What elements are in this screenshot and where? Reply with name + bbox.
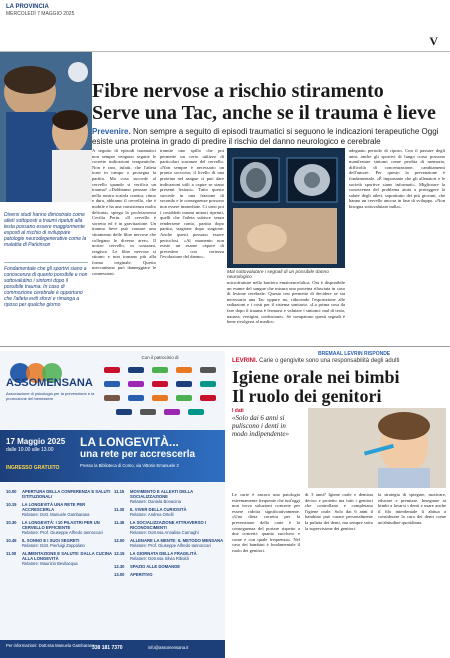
program-time: 13.00 xyxy=(114,572,125,577)
program-title: APERTURA DELLA CONFERENZA E SALUTI ISTITUZIONALI xyxy=(22,489,111,499)
program-time: 11.00 xyxy=(6,551,17,556)
sponsor-logo-icon xyxy=(128,395,144,401)
program-time: 10.00 xyxy=(6,489,17,494)
program-item xyxy=(6,520,116,535)
program-speaker: Relatore: Dott. Manuele Gambarana xyxy=(22,512,90,517)
sponsor-logo-icon xyxy=(128,381,144,387)
article2-box-label: I dati xyxy=(232,408,244,414)
article2-title-line2: Il ruolo dei genitori xyxy=(232,386,382,406)
sponsor-logos xyxy=(100,363,220,427)
program-left-column xyxy=(6,489,116,569)
article2-column-2: di 3 anni? Igiene orale e dentista deciso e protetto ma tutti i genitori che controllano e completano l'igiene orale. Solo dai 6 anni il bambino può curare personalmente la pulizia dei denti, ma sempre sotto la supervisione dei genitori. xyxy=(305,492,373,531)
assomensana-advertisement xyxy=(0,351,225,658)
program-item xyxy=(6,551,116,566)
ad-patronage-label: Con il patrocinio di xyxy=(141,355,179,360)
sponsor-logo-icon xyxy=(200,381,216,387)
athlete-photo xyxy=(0,52,92,202)
program-item xyxy=(6,489,116,499)
program-title: IL SONNO E I SUOI SEGRETI xyxy=(22,538,80,543)
event-place: Presso la Biblioteca di Como, via Vittorio Emanuele 2 xyxy=(80,463,179,468)
program-title: MOVIMENTO E ALLEATI DELLA SOCIALIZZAZIONE xyxy=(130,489,194,499)
sponsor-logo-icon xyxy=(116,409,132,415)
article2-kicker xyxy=(232,358,446,364)
program-time: 11.30 xyxy=(114,507,125,512)
program-title: ALIMENTAZIONE E SALUTE: DALLA CUCINA ALLA LONGEVITÀ xyxy=(22,551,112,561)
article2-data-box xyxy=(232,408,302,438)
program-title: APERITIVO xyxy=(130,572,153,577)
sponsor-logo-icon xyxy=(128,367,144,373)
sponsor-logo-icon xyxy=(176,395,192,401)
program-time: 12.15 xyxy=(114,551,125,556)
issue-date: MERCOLEDÌ 7 MAGGIO 2025 xyxy=(6,11,75,17)
article2-kicker-text: Carie o gengivite sono una responsabilità degli adulti xyxy=(259,358,400,364)
program-item xyxy=(114,564,224,569)
program-speaker: Relatore: Dott.ssa Silvia Riboldi xyxy=(130,556,189,561)
sponsor-logo-icon xyxy=(176,367,192,373)
article-column-1: A seguito di episodi traumatici non sempre vengono seguite le corrette indicazioni terapeutiche. Non è raro, infatti, che l'atleta torni in campo o prosegua la partita. Ma cosa succede al cervello quando si verifica un trauma? «Dobbiamo pensare che nella nostra scatola cranica, ritmo e dura, abbiamo il cervello, che è mobile e ha una consistenza molto delicata» spiega la professoressa Cecilia Perin. «Il cervello è sorretto ed è in gravitazione. Un trauma lieve può causare uno stiramento delle fibre nervose che collegano le diverse aree». Il nostro cervello, in sostanza, reagisce. Le fibre nervose si stirano e non tornano più alla forma originale. Questo meccanismo può danneggiare le connessioni. xyxy=(92,148,156,277)
program-speaker: Relatore: Maurizio Bevilacqua xyxy=(22,561,78,566)
program-speaker: Relatore: Andrea Ortelli xyxy=(130,512,174,517)
program-title: LA GIORNATA DELLA FRAGILITÀ xyxy=(130,551,197,556)
sponsor-logo-icon xyxy=(152,381,168,387)
program-speaker: Relatore: Dott.ssa Annalisa Carnaghi xyxy=(130,530,199,535)
ad-footer-info: Per informazioni: Dott.ssa Manuela Gambarana xyxy=(6,643,95,648)
program-item xyxy=(114,507,224,517)
sponsor-logo-icon xyxy=(164,409,180,415)
brain-scan-image xyxy=(227,148,345,268)
ad-phone: 338 181 7370 xyxy=(92,645,123,651)
program-time: 11.15 xyxy=(114,489,125,494)
program-title: ALLENARE LA MENTE: IL METODO MENSANA xyxy=(130,538,224,543)
article-kicker: Prevenire. xyxy=(92,127,131,136)
article-column-2: tramite uno spillo che poi permette un certo utilizzo di particolari sostanze del cervello. «Non sempre è necessario un pronto soccorso; il livello di una proteina nel sangue ci può dare indicazioni utili a capire se siano presenti lesioni». Tutto questo succede in una frazione di secondo e le conseguenze possono non essere immediate. Ci sono poi i cosiddetti traumi minori ripetuti, quelli che l'atleta subisce senza rendersene conto, partita dopo partita, stagione dopo stagione. Anche questi possono essere pericolosi. «Al momento non esiste un esame capace di prevedere con certezza l'evoluzione del danno». xyxy=(160,148,224,260)
sponsor-logo-icon xyxy=(140,409,156,415)
program-time: 10.30 xyxy=(6,520,17,525)
masthead xyxy=(0,0,450,52)
sponsor-logo-icon xyxy=(152,395,168,401)
child-photo-illustration xyxy=(308,408,446,488)
brain-scan-caption: Mal sottovalutare i segnali di un possibile danno neurologico xyxy=(227,270,329,280)
event-banner xyxy=(0,430,225,482)
program-title: LA LONGEVITÀ: I 10 PILASTRI PER UN CERVELLO EFFICIENTE xyxy=(22,520,100,530)
athlete-photo-illustration xyxy=(0,52,92,202)
sponsor-logo-icon xyxy=(104,381,120,387)
program-speaker: Relatore: Dott. Pierluigi Zoppolato xyxy=(22,543,85,548)
event-date: 17 Maggio 2025 xyxy=(6,437,66,446)
article2-box-text: «Solo dai 6 anni si puliscono i denti in modo indipendente» xyxy=(232,414,289,438)
child-brushing-teeth-photo xyxy=(308,408,446,488)
program-right-column xyxy=(114,489,224,580)
article2-kicker-bold: LEVRINI. xyxy=(232,358,258,364)
sponsor-logo-icon xyxy=(176,381,192,387)
program-speaker: Relatore: Prof. Giuseppe Alfredo Iannoccari xyxy=(130,543,211,548)
page-letter: V xyxy=(429,34,438,48)
article2-column-1: Le carie è ancora una patologia estremamente frequente che tutt'oggi non trova soluzioni concrete per essere ridotta significativamente. «Una dieta corretta per la prevenzione della carie è la conseguenza del portare rispetto a due concetti: quanto zucchero e come e con quale frequenza». Nel caso dei bambini è fondamentale il ruolo dei genitori. xyxy=(232,492,300,553)
article-headline-line2: Serve una Tac, anche se il trauma è lieve xyxy=(92,102,436,124)
program-time: 12.00 xyxy=(114,538,125,543)
program-item xyxy=(114,551,224,561)
article2-column-3: la strategia di spiegare, motivare, educare e premiare. Insegnare ai bimbi a lavarsi i denti e usare anche il filo interdentale li abitua a considerare la cura dei denti come un'abitudine quotidiana. xyxy=(378,492,446,525)
sponsor-logo-icon xyxy=(104,395,120,401)
sponsor-logo-icon xyxy=(200,395,216,401)
article2-title-line1: Igiene orale nei bimbi xyxy=(232,367,400,387)
article-column-4: adeguato periodo di riposo. Con il passare degli anni, anche gli sportivi di lungo corso possono manifestare sintomi come perdita di memoria, difficoltà di concentrazione, cambiamenti dell'umore. Per questo la prevenzione è fondamentale. «È importante che gli allenatori e le società sportive siano informati». Migliorare la conoscenza del problema aiuta a proteggere la salute degli atleti, soprattutto dei più giovani, che hanno un cervello ancora in fase di sviluppo. «Non bisogna sottovalutare nulla». xyxy=(349,148,445,209)
ad-footer xyxy=(0,640,225,658)
program-speaker: Relatore: Prof. Giuseppe Alfredo Iannoccari xyxy=(22,530,103,535)
event-subtitle: una rete per accrescerla xyxy=(80,449,196,460)
program-speaker: Relatore: Daniela Bonacina xyxy=(130,499,181,504)
sponsor-logo-icon xyxy=(200,367,216,373)
ad-email: info@assomensana.it xyxy=(148,645,189,650)
photo-caption: Diversi studi hanno dimostrato come atleti sottoposti a traumi ripetuti alla testa possano essere maggiormente esposti al rischio di sviluppare patologie neurodegenerative come la malattia di Parkinson xyxy=(4,212,87,248)
program-item xyxy=(6,502,116,517)
program-item xyxy=(114,520,224,535)
program-item xyxy=(6,538,116,548)
program-item xyxy=(114,538,224,548)
program-item xyxy=(114,572,224,577)
program-time: 10.15 xyxy=(6,502,17,507)
article-headline-line1: Fibre nervose a rischio stiramento xyxy=(92,80,384,102)
event-free-entry: INGRESSO GRATUITO xyxy=(6,465,60,471)
section-divider xyxy=(0,346,450,347)
event-title: LA LONGEVITÀ... xyxy=(80,435,179,449)
event-time: dalle 10.00 alle 13.00 xyxy=(6,447,54,453)
article-subhead xyxy=(92,127,442,147)
program-time: 10.45 xyxy=(6,538,17,543)
program-title: SPAZIO ALLE DOMANDE xyxy=(130,564,181,569)
program-item xyxy=(114,489,224,504)
factbox: Fondamentale che gli sportivi siano a conoscenza di quanto possibile e non sottovalutino i sintomi dopo il possibile trauma. In caso di commozione cerebrale è opportuno che l'atleta eviti sforzi e rimanga a riposo per qualche giorno xyxy=(4,262,88,308)
program-title: IL VIVER DELLA CURIOSITÀ xyxy=(130,507,187,512)
article2-title xyxy=(232,368,446,406)
sponsor-logo-icon xyxy=(152,367,168,373)
section-label: BREMAAL LEVRIN RISPONDE xyxy=(318,351,391,357)
brain-scan-illustration xyxy=(227,148,345,268)
article-subhead-text: Non sempre a seguito di episodi traumatici si seguono le indicazioni terapeutiche Oggi esiste una proteina in grado di predire il rischio del danno neurologico e cerebrale xyxy=(92,127,439,146)
ad-logo-name: ASSOMENSANA xyxy=(6,377,93,389)
sponsor-logo-icon xyxy=(188,409,204,415)
ad-logo-subtitle: Associazione di psicologia per la prevenzione e la promozione del benessere xyxy=(6,391,95,401)
article-column-3: microfratture nella barriera ematoencefalica. Ora è disponibile un esame del sangue che misura una proteina rilasciata in caso di lesione cerebrale. Questo test permette di decidere se sia necessaria una Tac oppure no, riducendo l'esposizione alle radiazioni e i costi per il sistema sanitario. «La prima cosa da fare dopo il trauma è fermarsi e valutare i sintomi: mal di testa, nausea, vertigini, confusione». Se compaiono questi segnali è bene rivolgersi al medico. xyxy=(227,280,345,325)
program-time: 12.30 xyxy=(114,564,125,569)
program-time: 11.45 xyxy=(114,520,125,525)
program-title: LA LONGEVITÀ UNA RETE PER ACCRESCERLA xyxy=(22,502,86,512)
newspaper-name: LA PROVINCIA xyxy=(6,4,49,10)
program-title: LA SOCIALIZZAZIONE ATTRAVERSO I RICONOSCIMENTI xyxy=(130,520,207,530)
sponsor-logo-icon xyxy=(104,367,120,373)
